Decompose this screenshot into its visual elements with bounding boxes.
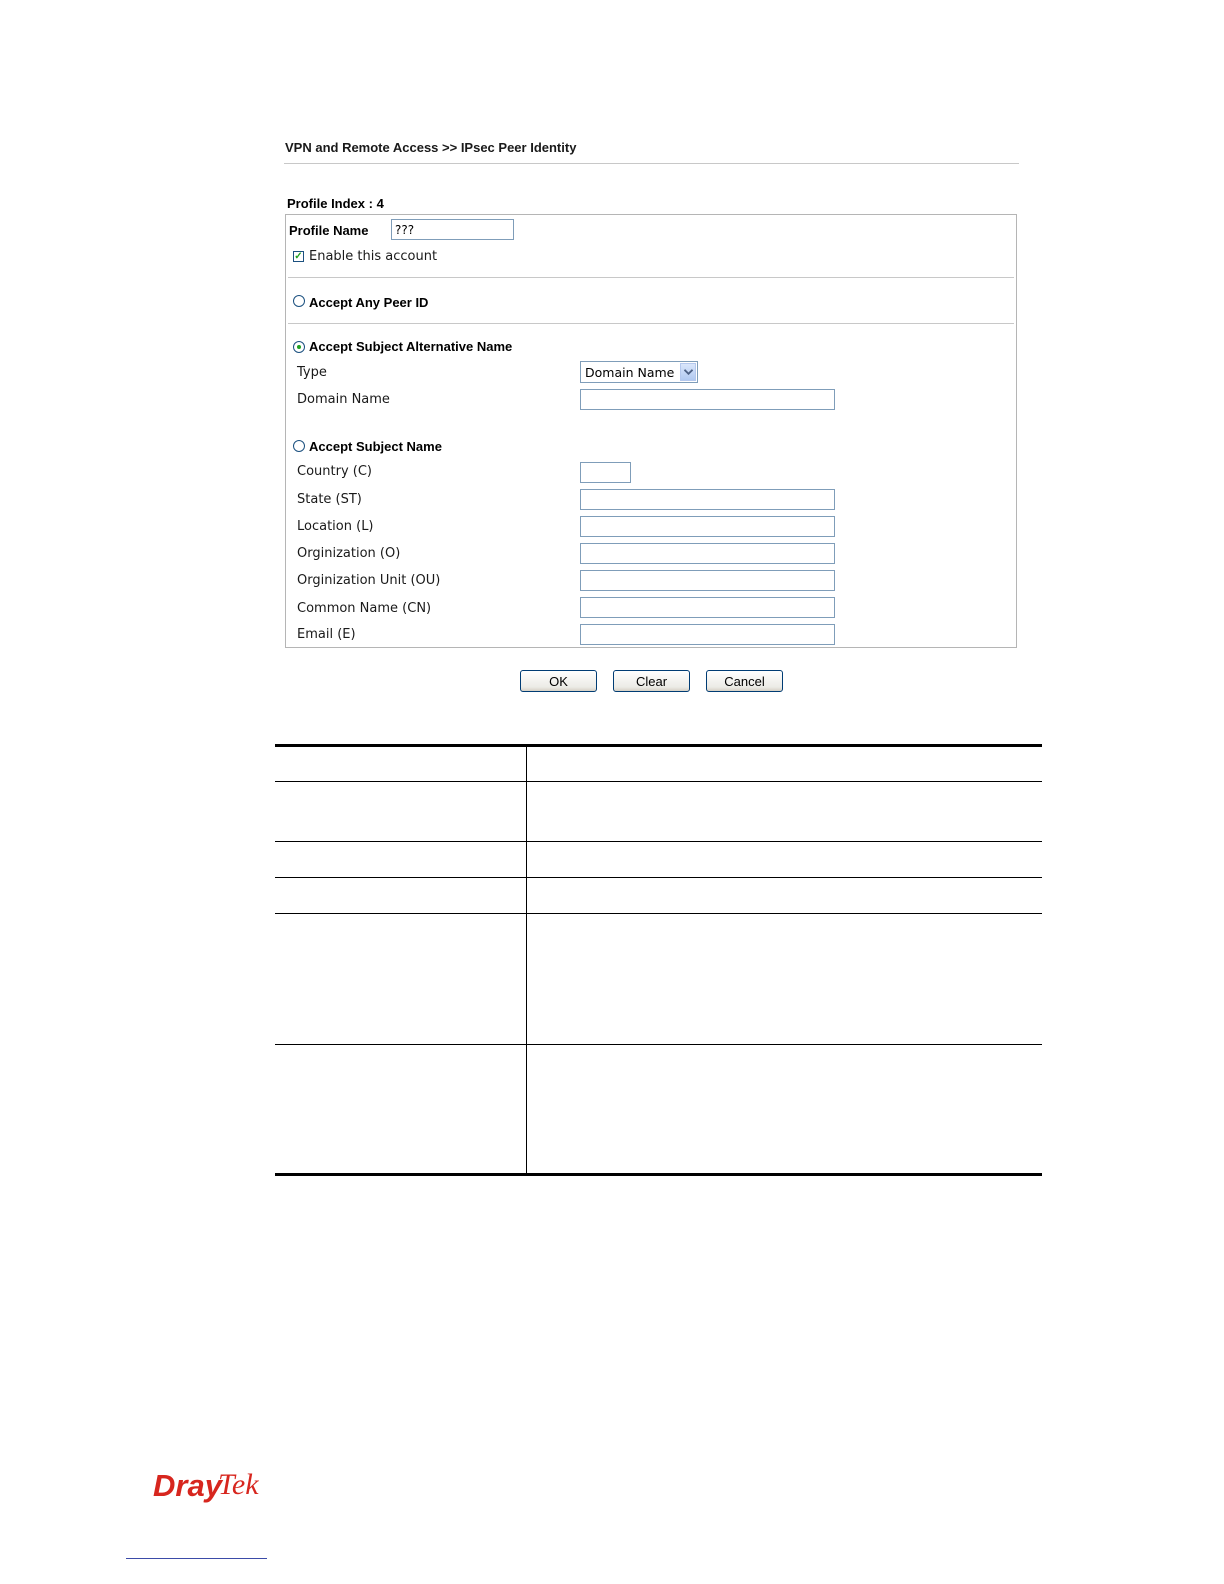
accept-subject-alt-name-radio[interactable]	[293, 341, 305, 353]
email-input[interactable]	[580, 624, 835, 645]
domain-name-label: Domain Name	[297, 392, 390, 407]
accept-any-peer-label: Accept Any Peer ID	[309, 295, 429, 310]
section-divider	[288, 277, 1014, 278]
location-input[interactable]	[580, 516, 835, 537]
footer-rule	[126, 1558, 267, 1559]
breadcrumb: VPN and Remote Access >> IPsec Peer Identity	[285, 140, 577, 155]
enable-account-checkbox[interactable]	[293, 251, 304, 262]
state-input[interactable]	[580, 489, 835, 510]
domain-name-input[interactable]	[580, 389, 835, 410]
common-name-input[interactable]	[580, 597, 835, 618]
logo-text-dray: Dray	[153, 1468, 222, 1503]
type-select[interactable]	[580, 361, 698, 383]
draytek-logo	[152, 1464, 287, 1513]
logo-text-tek: Tek	[218, 1468, 259, 1501]
type-select-value: Domain Name	[585, 365, 675, 380]
organization-unit-label: Orginization Unit (OU)	[297, 573, 441, 588]
email-label: Email (E)	[297, 627, 356, 642]
checkmark-icon: ✓	[294, 250, 303, 262]
organization-input[interactable]	[580, 543, 835, 564]
cancel-button[interactable]: Cancel	[706, 670, 783, 692]
type-label: Type	[297, 365, 327, 380]
organization-label: Orginization (O)	[297, 546, 401, 561]
common-name-label: Common Name (CN)	[297, 601, 432, 616]
table-column-divider	[526, 744, 527, 1176]
table-rule-top	[275, 744, 1042, 747]
accept-subject-name-label: Accept Subject Name	[309, 439, 442, 454]
table-row-divider	[275, 841, 1042, 842]
table-row-divider	[275, 913, 1042, 914]
table-row-divider	[275, 877, 1042, 878]
organization-unit-input[interactable]	[580, 570, 835, 591]
description-table	[275, 744, 1042, 1176]
clear-button[interactable]: Clear	[613, 670, 690, 692]
chevron-down-icon[interactable]	[680, 363, 696, 381]
state-label: State (ST)	[297, 492, 362, 507]
table-row-divider	[275, 1044, 1042, 1045]
breadcrumb-divider	[284, 163, 1019, 164]
location-label: Location (L)	[297, 519, 374, 534]
section-divider	[288, 323, 1014, 324]
accept-subject-alt-name-label: Accept Subject Alternative Name	[309, 339, 513, 354]
profile-index-label: Profile Index : 4	[287, 196, 384, 211]
profile-name-label: Profile Name	[289, 223, 369, 238]
ok-button[interactable]: OK	[520, 670, 597, 692]
country-label: Country (C)	[297, 464, 372, 479]
country-input[interactable]	[580, 462, 631, 483]
table-rule-bottom	[275, 1173, 1042, 1176]
accept-any-peer-radio[interactable]	[293, 295, 305, 307]
profile-name-input[interactable]	[391, 219, 514, 240]
table-row-divider	[275, 781, 1042, 782]
accept-subject-name-radio[interactable]	[293, 440, 305, 452]
enable-account-label: Enable this account	[309, 249, 438, 264]
